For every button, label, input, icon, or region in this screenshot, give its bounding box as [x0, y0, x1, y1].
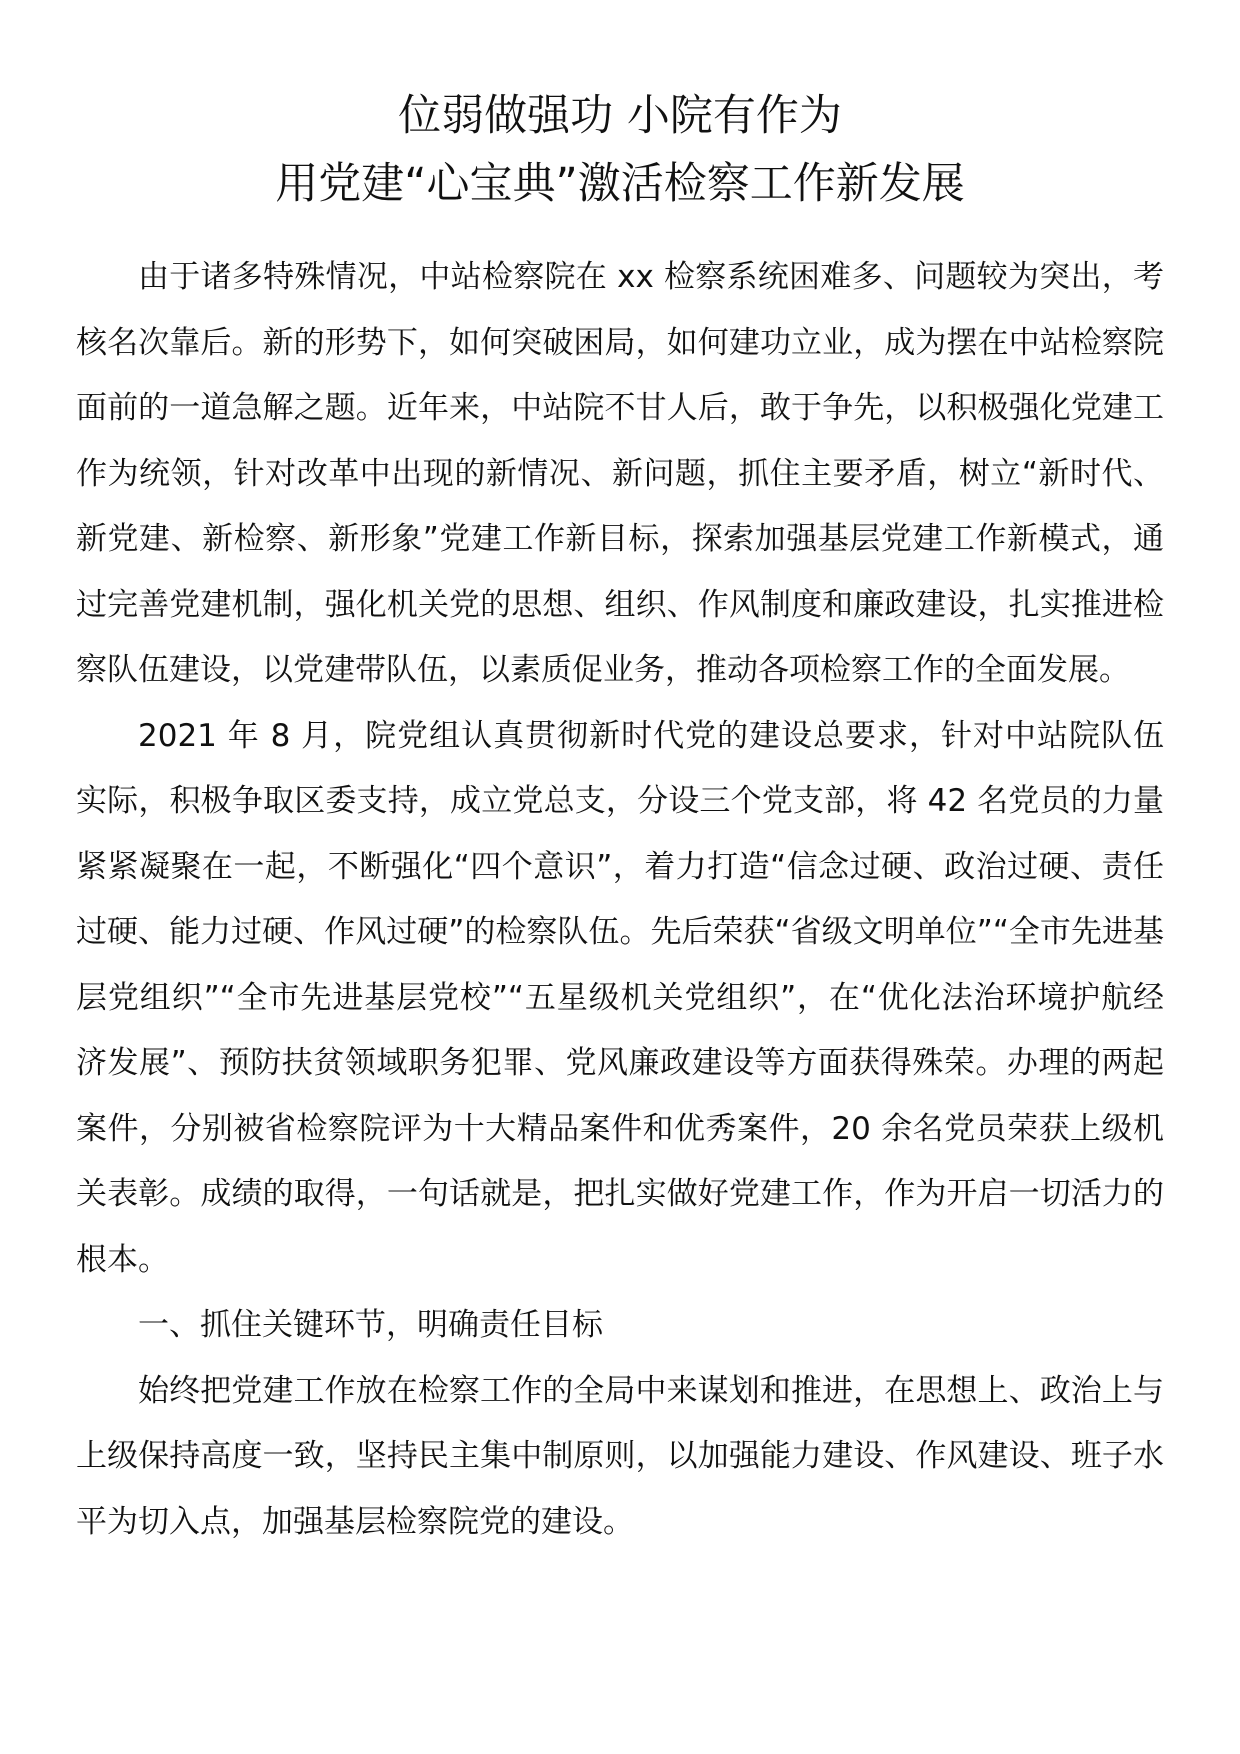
section-heading-1: 一、抓住关键环节，明确责任目标: [138, 1307, 603, 1343]
paragraph-achievements: 2021 年 8 月，院党组认真贯彻新时代党的建设总要求，针对中站院队伍实际，积极争取区委支持，成立党总支，分设三个党支部，将 42 名党员的力量紧紧凝聚在一起，不断强化“四个意识”，着力打造“信念过硬、政治过硬、责任过硬、能力过硬、作风过硬”的检察队伍。先后荣获“省级文明单位”“全市先进基层党组织”“全市先进基层党校”“五星级机关党组织”，在“优化法治环境护航经济发展”、预防扶贫领域职务犯罪、党风廉政建设等方面获得殊荣。办理的两起案件，分别被省检察院评为十大精品案件和优秀案件，20 余名党员荣获上级机关表彰。成绩的取得，一句话就是，把扎实做好党建工作，作为开启一切活力的根本。: [76, 717, 1164, 1278]
paragraph-section-1: 始终把党建工作放在检察工作的全局中来谋划和推进，在思想上、政治上与上级保持高度一致，坚持民主集中制原则，以加强能力建设、作风建设、班子水平为切入点，加强基层检察院党的建设。: [76, 1372, 1164, 1540]
title-line-1: 位弱做强功 小院有作为: [398, 91, 842, 141]
paragraph-intro: 由于诸多特殊情况，中站检察院在 xx 检察系统困难多、问题较为突出，考核名次靠后。新的形势下，如何突破困局，如何建功立业，成为摆在中站检察院面前的一道急解之题。近年来，中站院不甘人后，敢于争先，以积极强化党建工作为统领，针对改革中出现的新情况、新问题，抓住主要矛盾，树立“新时代、新党建、新检察、新形象”党建工作新目标，探索加强基层党建工作新模式，通过完善党建机制，强化机关党的思想、组织、作风制度和廉政建设，扎实推进检察队伍建设，以党建带队伍，以素质促业务，推动各项检察工作的全面发展。: [76, 259, 1164, 688]
document-title: [0, 82, 1240, 218]
title-line-2: 用党建“心宝典”激活检察工作新发展: [275, 159, 965, 209]
document-body: [76, 245, 1164, 1555]
